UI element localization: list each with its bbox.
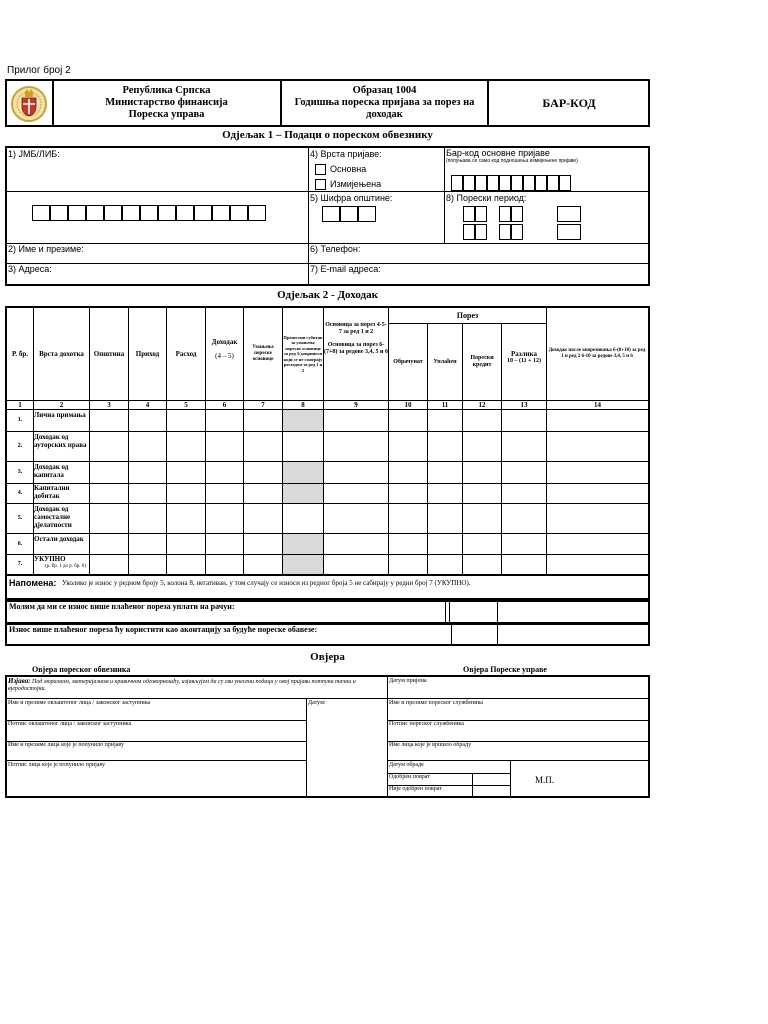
basic-barcode-note: (попуњава се само код подношења измијењене пријаве) [446,158,578,164]
taxpayer-verification-title: Овјера пореског обвезника [32,665,131,674]
filler-signature-label: Потпис лица које је попунило пријаву [8,762,106,768]
col-base-header: Основица за порез 4-5-7 за ред 1 и 2 [325,322,387,335]
jmb-input-cells[interactable] [32,205,282,221]
section1-title: Одјељак 1 – Подаци о пореском обвезнику [222,129,433,141]
verification-table [5,675,650,798]
form-header [5,79,650,127]
row-number: 1. [17,417,23,423]
coat-of-arms-icon [10,84,48,124]
col-after-tax-header: Доходак после опорезивања 6-(8+10) за ред 1 и ред 2 6-10 за редове 3,4, 5 и 6 [548,348,646,359]
basic-barcode-cells[interactable] [451,175,581,191]
col-number: 5 [184,401,188,409]
row-label: Остали доходак [34,535,84,543]
row-number: 2. [17,443,23,449]
col-number: 8 [301,401,305,409]
attachment-label: Прилог број 2 [7,65,71,76]
form-title: Годишња пореска пријава за порез на доходак [294,97,475,120]
income-table [5,306,650,576]
statement-label: Изјава: [8,677,31,685]
address-label: 3) Адреса: [8,264,52,274]
col-number: 6 [222,401,227,409]
col-rb-header: Р. бр. [11,350,29,358]
return-type-label: 4) Врста пријаве: [310,149,382,159]
col-number: 10 [404,401,412,409]
col-number: 4 [145,401,150,409]
statement-text: Под моралном, материјалном и кривичном одговорношћу, изјављујем да су сви унесени подаци у овој пријави потпуни тачни и вјеродостојни. [8,679,356,692]
col-number: 1 [18,401,22,409]
form-number: Образац 1004 [352,85,417,96]
col-type-header: Врста дохотка [39,350,84,358]
jmb-label: 1) ЈМБ/ЛИБ: [8,149,60,159]
header-agency: Пореска управа [128,109,205,120]
advance-request-label: Износ више плаћеног пореза ћу користити као аконтацију за будуће пореске обавезе: [9,625,318,634]
section1-table [5,146,650,286]
col-expense-header: Расход [175,350,197,358]
amended-return-checkbox[interactable] [315,179,326,190]
col-number: 9 [354,401,358,409]
header-ministry: Министарство финансија [105,97,228,108]
note-box [5,576,650,600]
col-base2-header: Основица за порез 6-(7+8) за редове 3,4, 5 и 6 [324,342,388,355]
col-number: 11 [441,401,449,409]
col-difference-formula: 10 – (11 + 12) [506,358,542,364]
processing-date-label: Датум обраде [389,762,424,768]
officer-signature-label: Потпис пореског службеника [389,721,464,727]
col-municipality-header: Општина [93,350,125,358]
col-number: 7 [261,401,265,409]
note-label: Напомена: [9,578,57,588]
col-difference-header: Разлика [511,350,537,358]
rep-name-label: Име и презиме овлаштеног лица / законског заступника [8,700,151,706]
row-label: Капитални добитак [34,484,70,500]
row-number: 4. [17,490,23,496]
amended-return-label: Измијењена [330,179,382,189]
col-net-formula: (4 – 5) [215,352,234,360]
officer-name-label: Име и презиме пореског службеника [389,700,483,706]
processor-name-label: Име лица које је вршило обраду [389,742,472,748]
basic-barcode-label: Бар-код основне пријаве [446,148,550,158]
row-label: Доходак од ауторских права [34,433,87,449]
col-calculated-header: Обрачунат [393,358,423,365]
col-net-income-header: Доходак [211,338,238,346]
refund-denied-label: Није одобрен поврат [389,786,442,792]
col-reduction-header: Умањење пореске основице [252,345,274,362]
refund-account-field[interactable] [448,602,494,622]
col-number: 14 [594,401,601,409]
email-label: 7) E-mail адреса: [310,264,381,274]
note-text: Уколико је износ у редном броју 5, колона 8, негативан, у том случају се износи из редног броја 5 не сабирају у редни број 7 (УКУПНО). [62,579,471,587]
col-income-header: Приход [135,350,160,358]
total-row-label: УКУПНО [34,555,66,563]
section2-title: Одјељак 2 - Доходак [277,289,378,301]
municipality-code-label: 5) Шифра општине: [310,193,393,203]
total-row-note: (р. бр. 1 до р. бр. 6) [45,564,86,569]
barcode-label: БАР-КОД [542,95,596,110]
rep-signature-label: Потпис овлаштеног лица / законског заступника [8,721,132,727]
row-label: Доходак од капитала [34,463,69,479]
row-number: 5. [17,515,23,521]
row-label: Доходак од самосталне дјелатности [34,505,72,529]
row-number: 6. [17,540,23,547]
header-republic: Република Српска [122,85,211,96]
basic-return-label: Основна [330,164,367,174]
receipt-date-label: Датум пријема [389,678,427,684]
col-loss-header: Пренесени губитак за умањење пореске основице за ред 5/доприноси који се не сматрају расходом за ред 1 и 2 [283,334,323,373]
tax-period-cells[interactable] [463,206,643,242]
municipality-code-cells[interactable] [322,206,382,222]
office-verification-title: Овјера Пореске управе [463,665,547,674]
refund-request-row [5,600,650,624]
tax-period-label: 8) Порески период: [446,193,527,203]
basic-return-checkbox[interactable] [315,164,326,175]
filler-name-label: Име и презиме лица које је попунило пријаву [8,742,125,748]
col-credit-header: Порески кредит [470,355,494,368]
col-number: 3 [107,401,111,409]
refund-approved-label: Одобрен поврат [389,774,430,780]
phone-label: 6) Телефон: [310,244,361,254]
refund-request-label: Молим да ми се износ више плаћеног пореза уплати на рачун: [9,602,235,611]
advance-request-row [5,623,650,646]
seal-label: М.П. [535,775,555,785]
row-label: Лична примања [34,411,86,419]
tax-group-header: Порез [456,311,479,320]
col-paid-header: Уплаћен [433,358,457,365]
col-number: 12 [478,401,486,409]
col-number: 2 [59,401,64,409]
row-number: 3. [17,469,23,475]
name-label: 2) Име и презиме: [8,244,84,254]
verification-title: Овјера [310,651,345,663]
col-number: 13 [520,401,528,409]
row-number: 7. [17,561,23,567]
date-label: Датум: [308,700,326,706]
